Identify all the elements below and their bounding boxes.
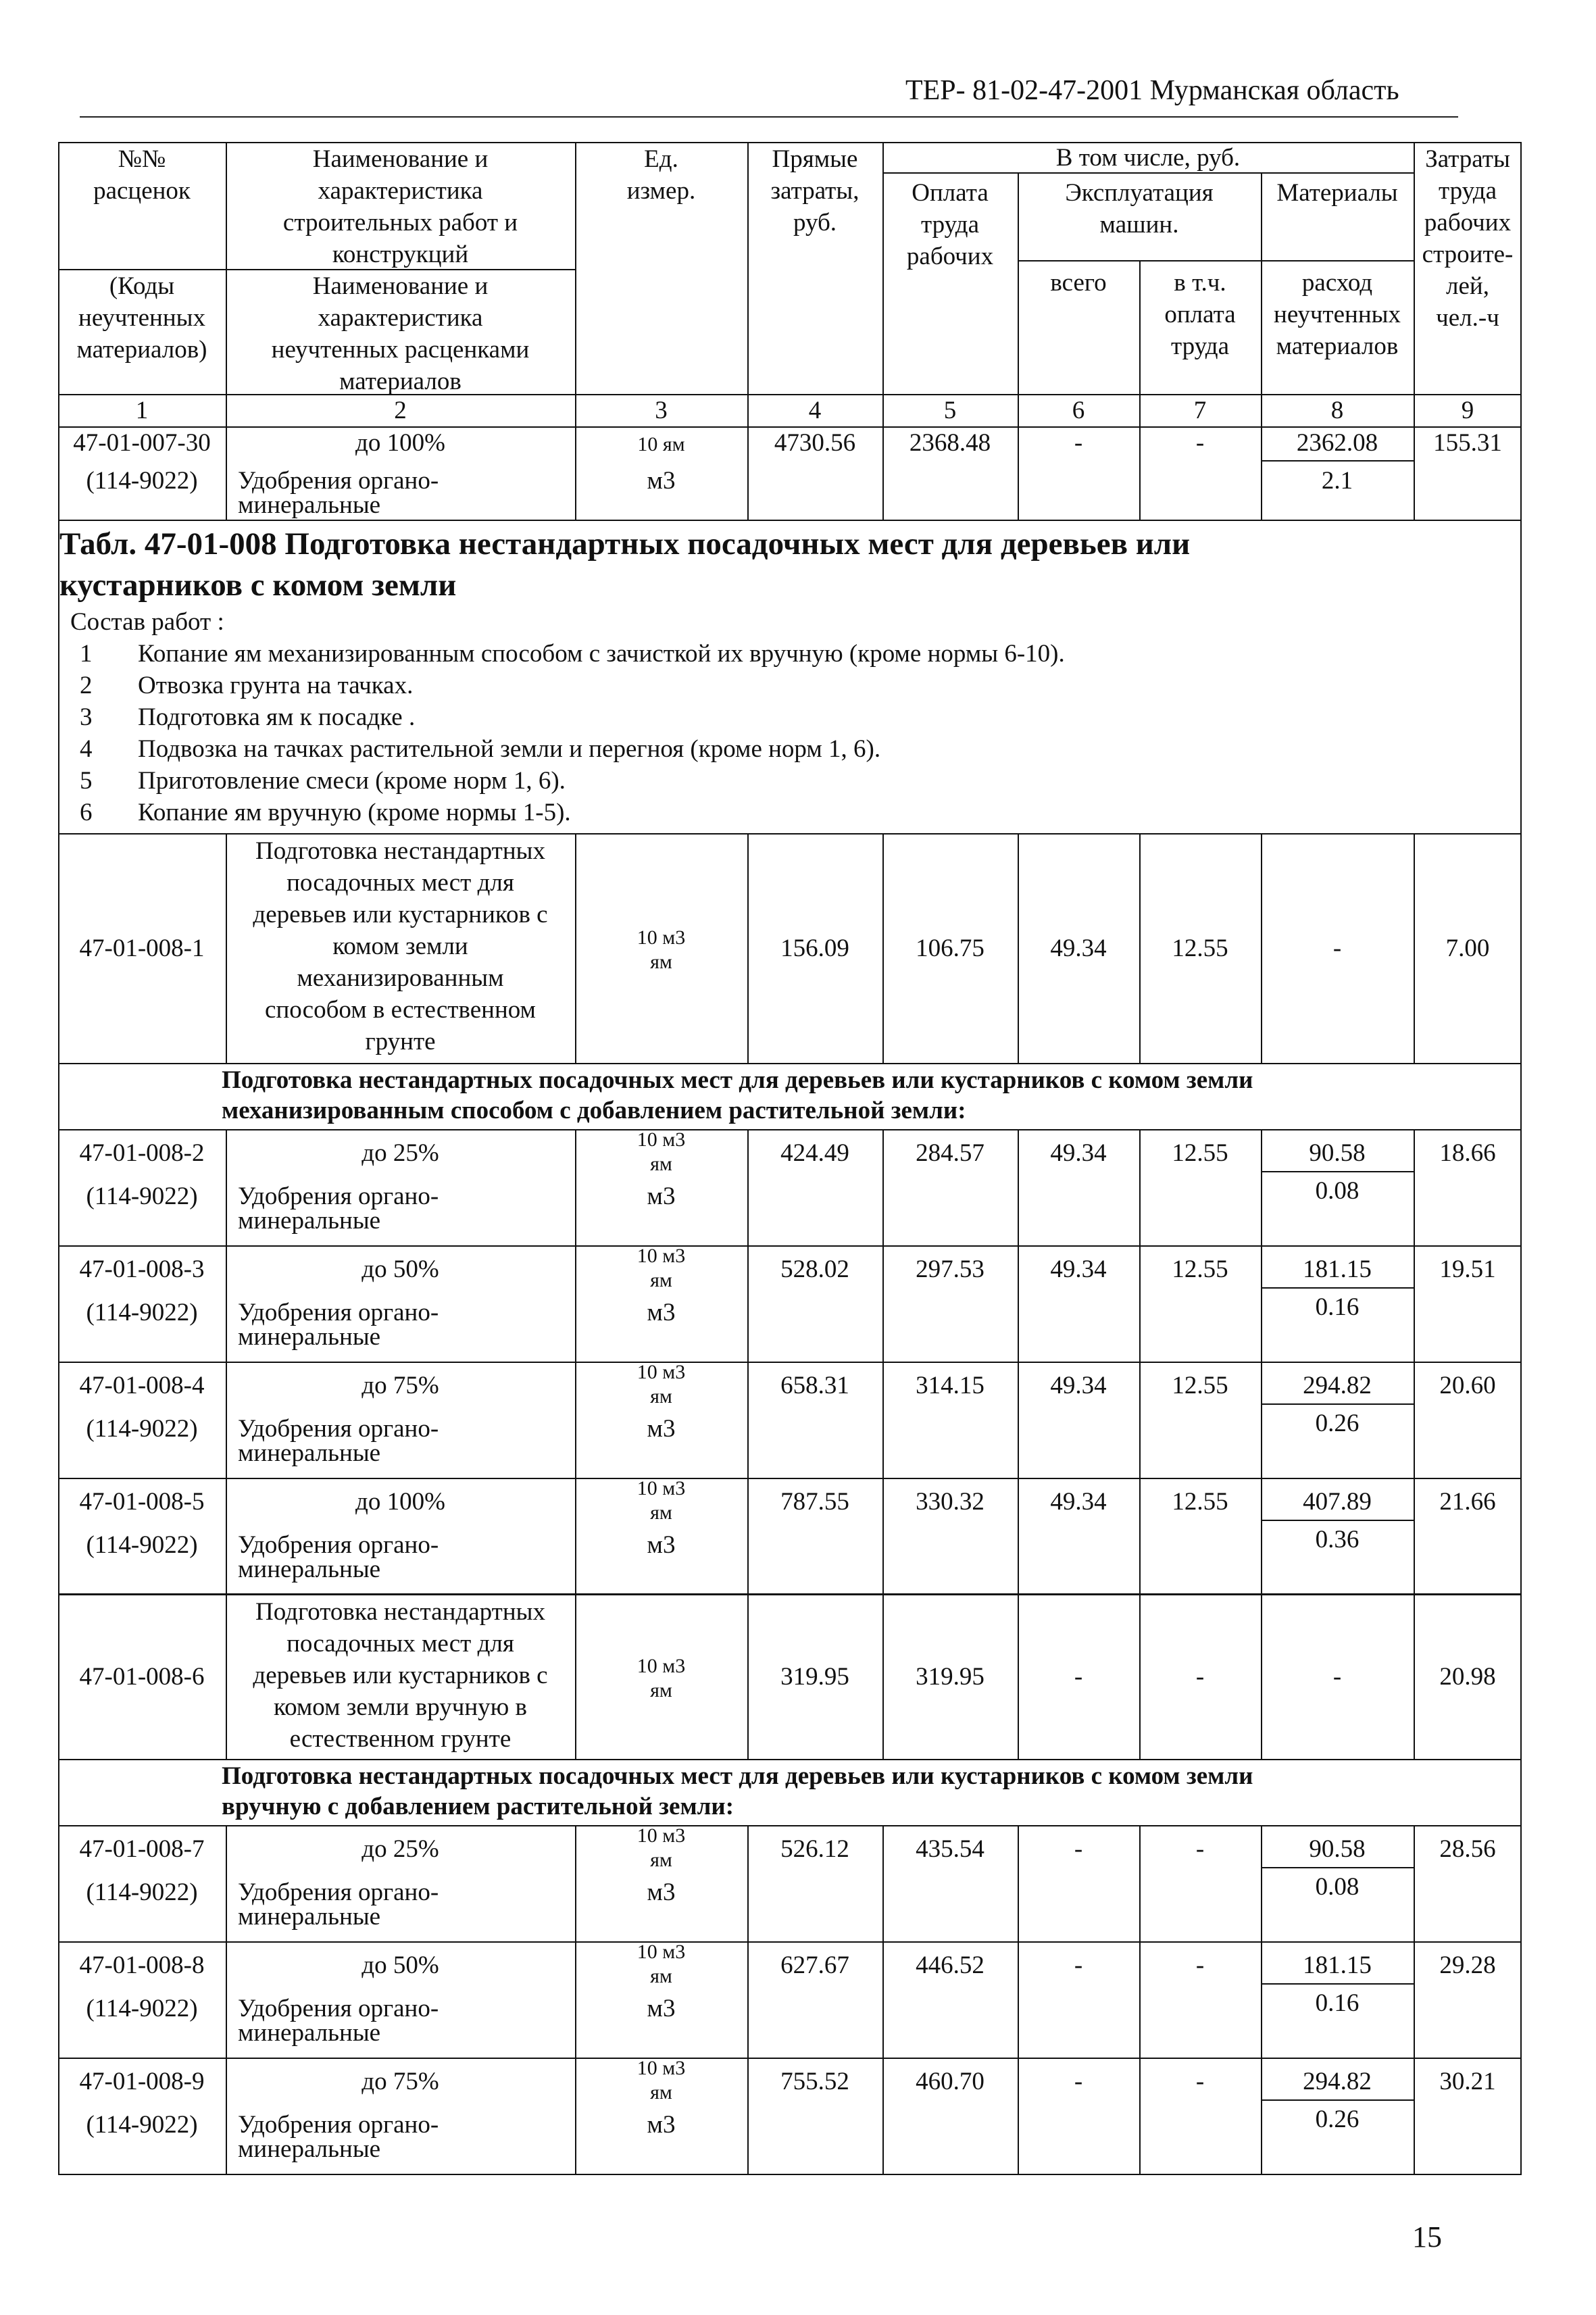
rate-code: 47-01-008-6 <box>79 1663 205 1691</box>
material-qty: 0.16 <box>1315 1293 1360 1321</box>
col-head-num: расценок <box>93 177 191 205</box>
material-unit: м3 <box>647 1995 676 2022</box>
grid-line <box>1261 1171 1414 1172</box>
rate-unit: ям <box>650 1385 672 1408</box>
section-heading-line: механизированным способом с добавлением растительной земли: <box>222 1097 966 1124</box>
material-code: (114-9022) <box>86 1995 198 2022</box>
machine-labor-pay: - <box>1195 1663 1205 1691</box>
rate-name: до 25% <box>361 1139 439 1167</box>
machine-labor-pay: 12.55 <box>1172 1139 1228 1167</box>
material-code: (114-9022) <box>86 1299 198 1326</box>
col-head-pay: рабочих <box>906 243 994 270</box>
work-item: Копание ям вручную (кроме нормы 1-5). <box>138 799 571 826</box>
direct-cost: 755.52 <box>780 2068 849 2095</box>
material-name: минеральные <box>238 1555 381 1583</box>
direct-cost: 319.95 <box>780 1663 849 1691</box>
machine-cost: - <box>1074 1835 1083 1863</box>
material-code: (114-9022) <box>86 1531 198 1559</box>
labor-hours: 7.00 <box>1445 935 1490 962</box>
rate-name: деревьев или кустарников с <box>253 1662 548 1689</box>
col-head-labor: строите- <box>1422 241 1514 268</box>
column-number: 5 <box>943 397 957 424</box>
machine-cost: - <box>1074 1663 1083 1691</box>
table-title: Табл. 47-01-008 Подготовка нестандартных посадочных мест для деревьев или <box>59 526 1191 562</box>
direct-cost: 787.55 <box>780 1488 849 1516</box>
material-name: минеральные <box>238 2019 381 2047</box>
rate-code: 47-01-008-7 <box>79 1835 205 1863</box>
material-name: Удобрения органо- <box>238 1995 439 2022</box>
labor-hours: 28.56 <box>1439 1835 1496 1863</box>
work-composition-heading: Состав работ : <box>70 608 224 636</box>
work-item-number: 1 <box>80 640 93 668</box>
col-head-unit: измер. <box>626 177 696 205</box>
rate-unit: 10 м3 <box>637 2057 686 2079</box>
work-item-number: 3 <box>80 703 93 731</box>
col-head-consumption: неучтенных <box>1274 301 1401 328</box>
rate-name: способом в естественном <box>265 996 536 1024</box>
material-qty: 0.16 <box>1315 1989 1360 2017</box>
col-head-machines: Эксплуатация <box>1065 179 1214 207</box>
labor-hours: 29.28 <box>1439 1951 1496 1979</box>
rate-name: комом земли <box>332 932 468 960</box>
labor-hours: 21.66 <box>1439 1488 1496 1516</box>
machine-labor-pay: - <box>1195 1835 1205 1863</box>
direct-cost: 424.49 <box>780 1139 849 1167</box>
rate-name: до 100% <box>355 429 445 457</box>
labor-hours: 19.51 <box>1439 1255 1496 1283</box>
col-head-name: конструкций <box>332 241 469 268</box>
material-qty: 0.08 <box>1315 1873 1360 1901</box>
rate-name: до 50% <box>361 1951 439 1979</box>
material-name: Удобрения органо- <box>238 1183 439 1210</box>
grid-line <box>1261 460 1414 462</box>
grid-line <box>1261 1983 1414 1985</box>
rate-name: механизированным <box>297 964 504 992</box>
rate-name: посадочных мест для <box>286 1630 514 1658</box>
col-head-labor: рабочих <box>1424 209 1512 237</box>
col-head-incl-pay: оплата <box>1164 301 1236 328</box>
rate-name: естественном грунте <box>289 1725 512 1753</box>
rate-name: до 50% <box>361 1255 439 1283</box>
direct-cost: 627.67 <box>780 1951 849 1979</box>
col-head-labor: Затраты <box>1425 145 1510 173</box>
material-unit: м3 <box>647 1415 676 1443</box>
rate-name: грунте <box>365 1028 436 1055</box>
labor-hours: 20.98 <box>1439 1663 1496 1691</box>
col-head-including: В том числе, руб. <box>1055 144 1241 172</box>
direct-cost: 528.02 <box>780 1255 849 1283</box>
material-code: (114-9022) <box>86 1878 198 1906</box>
rate-unit: 10 м3 <box>637 1477 686 1499</box>
work-item-number: 2 <box>80 672 93 699</box>
material-name: Удобрения органо- <box>238 467 439 495</box>
labor-hours: 18.66 <box>1439 1139 1496 1167</box>
materials-cost: 407.89 <box>1303 1488 1372 1516</box>
labor-hours: 30.21 <box>1439 2068 1496 2095</box>
work-item: Копание ям механизированным способом с зачисткой их вручную (кроме нормы 6-10). <box>138 640 1065 668</box>
material-unit: м3 <box>647 1299 676 1326</box>
col-head-incl-pay: труда <box>1170 332 1230 360</box>
material-name: Удобрения органо- <box>238 1299 439 1326</box>
column-number: 2 <box>394 397 407 424</box>
machine-labor-pay: 12.55 <box>1172 1255 1228 1283</box>
labor-hours: 20.60 <box>1439 1372 1496 1399</box>
rate-name: до 100% <box>355 1488 445 1516</box>
work-item-number: 6 <box>80 799 93 826</box>
machine-labor-pay: - <box>1195 429 1205 457</box>
col-head-consumption: расход <box>1301 269 1373 297</box>
labor-pay: 435.54 <box>916 1835 984 1863</box>
column-number: 6 <box>1072 397 1085 424</box>
material-qty: 0.26 <box>1315 1410 1360 1437</box>
col-head-machines: машин. <box>1099 211 1179 239</box>
machine-cost: 49.34 <box>1050 1255 1107 1283</box>
work-item: Приготовление смеси (кроме норм 1, 6). <box>138 767 566 795</box>
rate-unit: 10 ям <box>637 433 685 455</box>
col-head-unaccounted: характеристика <box>318 304 483 332</box>
machine-labor-pay: 12.55 <box>1172 1488 1228 1516</box>
rate-code: 47-01-008-5 <box>79 1488 205 1516</box>
grid-line <box>1261 1403 1414 1405</box>
work-item: Отвозка грунта на тачках. <box>138 672 414 699</box>
material-name: минеральные <box>238 2135 381 2163</box>
rate-name: до 25% <box>361 1835 439 1863</box>
rate-name: деревьев или кустарников с <box>253 901 548 928</box>
machine-cost: 49.34 <box>1050 935 1107 962</box>
col-head-incl-pay: в т.ч. <box>1174 269 1226 297</box>
col-head-unit: Ед. <box>644 145 678 173</box>
col-head-codes: (Коды <box>109 272 175 300</box>
labor-pay: 330.32 <box>916 1488 984 1516</box>
material-unit: м3 <box>647 1878 676 1906</box>
materials-cost: 181.15 <box>1303 1255 1372 1283</box>
column-number: 7 <box>1193 397 1207 424</box>
grid-line <box>1261 2099 1414 2101</box>
machine-cost: - <box>1074 2068 1083 2095</box>
rate-unit: ям <box>650 1153 672 1175</box>
grid-line <box>1261 1520 1414 1521</box>
materials-cost: 90.58 <box>1309 1835 1366 1863</box>
material-name: Удобрения органо- <box>238 2111 439 2139</box>
section-heading-line: Подготовка нестандартных посадочных мест для деревьев или кустарников с комом земли <box>222 1066 1253 1094</box>
col-head-unaccounted: неучтенных расценками <box>271 336 530 364</box>
material-name: минеральные <box>238 1439 381 1467</box>
rate-unit: 10 м3 <box>637 1361 686 1383</box>
material-code: (114-9022) <box>86 467 198 495</box>
machine-cost: - <box>1074 1951 1083 1979</box>
col-head-pay: труда <box>920 211 980 239</box>
col-head-name: Наименование и <box>312 145 489 173</box>
rate-unit: 10 м3 <box>637 1941 686 1963</box>
rate-name: комом земли вручную в <box>274 1693 527 1721</box>
col-head-materials: Материалы <box>1276 179 1398 207</box>
machine-labor-pay: - <box>1195 2068 1205 2095</box>
materials-cost: 181.15 <box>1303 1951 1372 1979</box>
rate-name: Подготовка нестандартных <box>255 837 545 865</box>
materials-cost: 294.82 <box>1303 1372 1372 1399</box>
col-head-labor: труда <box>1438 177 1497 205</box>
col-head-name: характеристика <box>318 177 483 205</box>
material-name: минеральные <box>238 1903 381 1931</box>
col-head-labor: лей, <box>1446 272 1489 300</box>
material-code: (114-9022) <box>86 1415 198 1443</box>
machine-cost: 49.34 <box>1050 1372 1107 1399</box>
col-head-direct: руб. <box>793 209 837 237</box>
work-item: Подготовка ям к посадке . <box>138 703 416 731</box>
direct-cost: 526.12 <box>780 1835 849 1863</box>
material-unit: м3 <box>647 1183 676 1210</box>
labor-pay: 297.53 <box>916 1255 984 1283</box>
materials-cost: - <box>1332 1663 1342 1691</box>
col-head-pay: Оплата <box>912 179 989 207</box>
materials-cost: 2362.08 <box>1296 429 1378 457</box>
material-qty: 0.36 <box>1315 1526 1360 1553</box>
labor-pay: 284.57 <box>916 1139 984 1167</box>
rate-unit: 10 м3 <box>637 926 686 949</box>
rate-code: 47-01-008-9 <box>79 2068 205 2095</box>
table-title: кустарников с комом земли <box>59 568 457 603</box>
rate-unit: ям <box>650 1501 672 1524</box>
rate-unit: 10 м3 <box>637 1245 686 1267</box>
work-item-number: 4 <box>80 735 93 763</box>
col-head-name: строительных работ и <box>282 209 518 237</box>
rate-name: до 75% <box>361 2068 439 2095</box>
rate-unit: 10 м3 <box>637 1655 686 1677</box>
col-head-codes: неучтенных <box>78 304 205 332</box>
column-number: 3 <box>655 397 668 424</box>
machine-labor-pay: 12.55 <box>1172 1372 1228 1399</box>
grid-line <box>1018 260 1414 262</box>
materials-cost: 90.58 <box>1309 1139 1366 1167</box>
labor-pay: 460.70 <box>916 2068 984 2095</box>
material-qty: 0.08 <box>1315 1177 1360 1205</box>
rate-unit: ям <box>650 1679 672 1701</box>
rate-unit: ям <box>650 1849 672 1871</box>
material-name: Удобрения органо- <box>238 1878 439 1906</box>
labor-pay: 319.95 <box>916 1663 984 1691</box>
col-head-codes: материалов) <box>76 336 207 364</box>
labor-hours: 155.31 <box>1433 429 1502 457</box>
col-head-num: №№ <box>118 145 166 173</box>
rate-unit: 10 м3 <box>637 1128 686 1151</box>
header-rule <box>80 116 1458 118</box>
machine-cost: - <box>1074 429 1083 457</box>
machine-labor-pay: - <box>1195 1951 1205 1979</box>
rate-code: 47-01-008-3 <box>79 1255 205 1283</box>
material-name: Удобрения органо- <box>238 1415 439 1443</box>
materials-cost: 294.82 <box>1303 2068 1372 2095</box>
material-code: (114-9022) <box>86 1183 198 1210</box>
section-heading-line: Подготовка нестандартных посадочных мест для деревьев или кустарников с комом земли <box>222 1762 1253 1790</box>
column-number: 4 <box>808 397 822 424</box>
page-number: 15 <box>1412 2220 1442 2254</box>
rate-code: 47-01-007-30 <box>73 429 211 457</box>
labor-pay: 2368.48 <box>909 429 991 457</box>
col-head-total: всего <box>1050 269 1107 297</box>
machine-labor-pay: 12.55 <box>1172 935 1228 962</box>
direct-cost: 4730.56 <box>774 429 856 457</box>
column-number: 1 <box>135 397 149 424</box>
rate-unit: 10 м3 <box>637 1824 686 1847</box>
col-head-unaccounted: материалов <box>339 368 462 395</box>
col-head-consumption: материалов <box>1276 332 1399 360</box>
work-item-number: 5 <box>80 767 93 795</box>
document-header: ТЕР- 81-02-47-2001 Мурманская область <box>905 75 1399 106</box>
col-head-unaccounted: Наименование и <box>312 272 489 300</box>
material-unit: м3 <box>647 1531 676 1559</box>
rate-name: до 75% <box>361 1372 439 1399</box>
rate-code: 47-01-008-8 <box>79 1951 205 1979</box>
material-qty: 0.26 <box>1315 2106 1360 2133</box>
machine-cost: 49.34 <box>1050 1139 1107 1167</box>
direct-cost: 658.31 <box>780 1372 849 1399</box>
rate-unit: ям <box>650 951 672 973</box>
col-head-direct: Прямые <box>772 145 858 173</box>
material-code: (114-9022) <box>86 2111 198 2139</box>
grid-line <box>1261 1287 1414 1289</box>
rate-unit: ям <box>650 1965 672 1987</box>
rate-code: 47-01-008-1 <box>79 935 205 962</box>
material-qty: 2.1 <box>1321 467 1353 495</box>
rate-code: 47-01-008-2 <box>79 1139 205 1167</box>
section-heading-line: вручную с добавлением растительной земли: <box>222 1793 734 1820</box>
column-number: 8 <box>1330 397 1344 424</box>
rate-unit: ям <box>650 2081 672 2104</box>
material-name: минеральные <box>238 1323 381 1351</box>
column-number: 9 <box>1461 397 1474 424</box>
rate-name: посадочных мест для <box>286 869 514 897</box>
materials-cost: - <box>1332 935 1342 962</box>
col-head-direct: затраты, <box>770 177 859 205</box>
rate-name: Подготовка нестандартных <box>255 1598 545 1626</box>
labor-pay: 446.52 <box>916 1951 984 1979</box>
work-item: Подвозка на тачках растительной земли и перегноя (кроме норм 1, 6). <box>138 735 881 763</box>
rate-unit: ям <box>650 1269 672 1291</box>
material-name: Удобрения органо- <box>238 1531 439 1559</box>
grid-line <box>1261 1867 1414 1868</box>
labor-pay: 106.75 <box>916 935 984 962</box>
material-unit: м3 <box>647 2111 676 2139</box>
material-unit: м3 <box>647 467 676 495</box>
col-head-labor: чел.-ч <box>1436 304 1499 332</box>
rate-code: 47-01-008-4 <box>79 1372 205 1399</box>
material-name: минеральные <box>238 491 381 519</box>
direct-cost: 156.09 <box>780 935 849 962</box>
labor-pay: 314.15 <box>916 1372 984 1399</box>
material-name: минеральные <box>238 1207 381 1235</box>
machine-cost: 49.34 <box>1050 1488 1107 1516</box>
